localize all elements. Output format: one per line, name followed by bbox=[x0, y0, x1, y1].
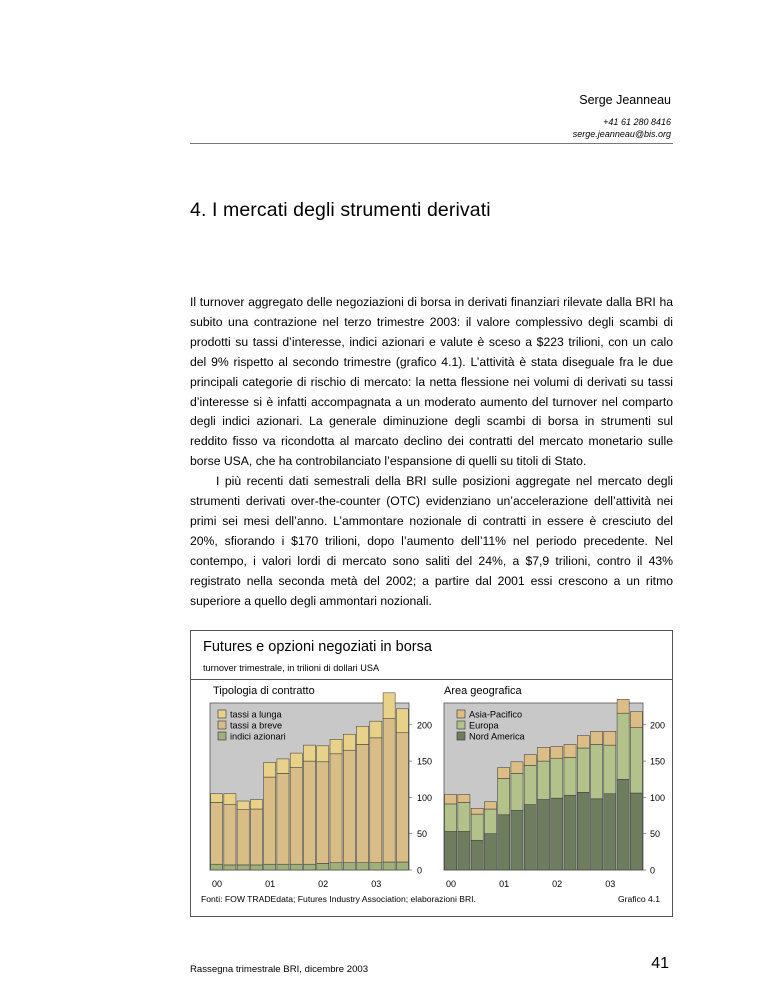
bar-tassi-a-lunga bbox=[250, 800, 262, 809]
bar-nord-america bbox=[484, 834, 496, 870]
bar-asia-pacifico bbox=[471, 808, 483, 814]
bar-europa bbox=[591, 744, 603, 798]
bar-tassi-a-breve bbox=[264, 777, 276, 864]
bar-tassi-a-lunga bbox=[277, 759, 289, 774]
legend-label: indici azionari bbox=[230, 731, 286, 742]
bar-asia-pacifico bbox=[498, 768, 510, 779]
bar-europa bbox=[551, 758, 563, 798]
bar-nord-america bbox=[471, 840, 483, 870]
bar-tassi-a-lunga bbox=[330, 739, 342, 754]
panel-title-right: Area geografica bbox=[444, 685, 522, 697]
panel-title-left: Tipologia di contratto bbox=[213, 685, 315, 697]
figure-title: Futures e opzioni negoziati in borsa bbox=[203, 639, 432, 655]
x-tick-label: 01 bbox=[265, 879, 276, 889]
figure-sources: Fonti: FOW TRADEdata; Futures Industry Association; elaborazioni BRI. bbox=[201, 894, 476, 904]
legend-swatch bbox=[218, 710, 226, 718]
bar-indici-azionari bbox=[250, 865, 262, 870]
bar-europa bbox=[524, 765, 536, 804]
legend-label: tassi a breve bbox=[230, 720, 283, 731]
bar-europa bbox=[617, 713, 629, 779]
bar-indici-azionari bbox=[237, 865, 249, 870]
bar-tassi-a-lunga bbox=[343, 734, 355, 750]
y-tick-label: 50 bbox=[650, 829, 661, 840]
bar-asia-pacifico bbox=[591, 731, 603, 744]
bar-asia-pacifico bbox=[617, 699, 629, 713]
bar-indici-azionari bbox=[211, 864, 223, 870]
bar-nord-america bbox=[498, 815, 510, 870]
bar-asia-pacifico bbox=[484, 802, 496, 809]
x-tick-label: 02 bbox=[552, 879, 563, 889]
bar-asia-pacifico bbox=[445, 794, 457, 803]
legend-label: Asia-Pacifico bbox=[469, 709, 523, 720]
bar-tassi-a-breve bbox=[370, 738, 382, 863]
bar-tassi-a-breve bbox=[303, 761, 315, 864]
bar-asia-pacifico bbox=[630, 712, 642, 728]
bar-tassi-a-breve bbox=[211, 802, 223, 864]
legend-label: Europa bbox=[469, 720, 499, 731]
legend-swatch bbox=[218, 732, 226, 740]
bar-nord-america bbox=[591, 799, 603, 870]
bar-indici-azionari bbox=[264, 864, 276, 870]
bar-asia-pacifico bbox=[537, 747, 549, 761]
bar-tassi-a-breve bbox=[250, 809, 262, 865]
bar-tassi-a-lunga bbox=[290, 753, 302, 768]
bar-europa bbox=[458, 802, 470, 831]
bar-indici-azionari bbox=[383, 862, 395, 870]
bar-tassi-a-breve bbox=[224, 805, 236, 865]
bar-tassi-a-lunga bbox=[396, 709, 408, 733]
bar-europa bbox=[484, 809, 496, 834]
bar-asia-pacifico bbox=[551, 747, 563, 759]
bar-europa bbox=[604, 745, 616, 794]
bar-europa bbox=[630, 728, 642, 793]
bar-tassi-a-breve bbox=[290, 768, 302, 865]
legend-label: tassi a lunga bbox=[230, 709, 282, 720]
charts-svg bbox=[191, 631, 672, 916]
x-tick-label: 03 bbox=[371, 879, 382, 889]
bar-tassi-a-breve bbox=[330, 754, 342, 863]
y-tick-label: 150 bbox=[417, 756, 433, 767]
bar-indici-azionari bbox=[357, 863, 369, 870]
bar-tassi-a-breve bbox=[277, 773, 289, 864]
x-tick-label: 00 bbox=[446, 879, 457, 889]
bar-tassi-a-breve bbox=[343, 750, 355, 863]
legend-swatch bbox=[457, 732, 465, 740]
y-tick-label: 0 bbox=[650, 865, 656, 876]
bar-europa bbox=[577, 748, 589, 792]
bar-indici-azionari bbox=[330, 863, 342, 870]
body-text bbox=[190, 293, 673, 612]
bar-indici-azionari bbox=[343, 863, 355, 870]
bar-tassi-a-lunga bbox=[383, 693, 395, 718]
legend-swatch bbox=[457, 721, 465, 729]
bar-indici-azionari bbox=[396, 862, 408, 870]
bar-europa bbox=[471, 814, 483, 840]
y-tick-label: 200 bbox=[650, 720, 666, 731]
bar-tassi-a-lunga bbox=[317, 746, 329, 762]
bar-europa bbox=[498, 779, 510, 815]
chapter-title: 4. I mercati degli strumenti derivati bbox=[190, 199, 491, 221]
author-phone: +41 61 280 8416 bbox=[603, 117, 671, 127]
bar-tassi-a-breve bbox=[317, 762, 329, 864]
bar-nord-america bbox=[577, 792, 589, 870]
bar-tassi-a-lunga bbox=[237, 801, 249, 810]
bar-asia-pacifico bbox=[577, 736, 589, 748]
x-tick-label: 01 bbox=[499, 879, 510, 889]
paragraph: Il turnover aggregato delle negoziazioni di borsa in derivati finanziari rilevate dalla BRI ha subito una contrazione nel terzo trimestre 2003: il valore complessivo degli scambi di prodotti su tassi d’interesse, indici azionari e valute è sceso a $223 trilioni, con un calo del 9% rispetto al secondo trimestre (grafico 4.1). L’attività è stata diseguale fra le due principali categorie di rischio di mercato: la netta flessione nei volumi di derivati su tassi d’interesse si è infatti accompagnata a un moderato aumento del turnover nel comparto degli indici azionari. La generale diminuzione degli scambi di borsa in strumenti sul reddito fisso va ricondotta al marcato declino dei contratti del mercato monetario sulle borse USA, che ha controbilanciato l’espansione di quelli su titoli di Stato. bbox=[190, 295, 673, 469]
figure-box bbox=[190, 630, 673, 917]
figure-label: Grafico 4.1 bbox=[617, 894, 660, 904]
bar-tassi-a-lunga bbox=[370, 721, 382, 738]
bar-nord-america bbox=[458, 832, 470, 870]
y-tick-label: 100 bbox=[417, 792, 433, 803]
bar-indici-azionari bbox=[277, 864, 289, 870]
y-tick-label: 200 bbox=[417, 720, 433, 731]
paragraph: I più recenti dati semestrali della BRI sulle posizioni aggregate nel mercato degli strumenti derivati over-the-counter (OTC) evidenziano un’accelerazione dell’attività nei primi sei mesi dell’anno. L’ammontare nozionale di contratti in essere è cresciuto del 20%, sfiorando i $170 trilioni, dopo l’aumento dell’11% nel periodo precedente. Nel contempo, i valori lordi di mercato sono saliti del 24%, a $7,9 trilioni, contro il 43% registrato nella seconda metà del 2002; a partire dal 2001 essi crescono a un ritmo superiore a quello degli ammontari nozionali. bbox=[190, 474, 673, 608]
header-rule bbox=[190, 143, 673, 144]
author-name: Serge Jeanneau bbox=[579, 93, 671, 107]
legend-label: Nord America bbox=[469, 731, 525, 742]
author-contact bbox=[573, 116, 671, 140]
bar-nord-america bbox=[445, 832, 457, 870]
bar-tassi-a-lunga bbox=[357, 726, 369, 744]
bar-asia-pacifico bbox=[458, 794, 470, 802]
bar-indici-azionari bbox=[290, 864, 302, 870]
bar-indici-azionari bbox=[224, 865, 236, 870]
y-tick-label: 0 bbox=[417, 865, 423, 876]
bar-nord-america bbox=[564, 795, 576, 870]
bar-indici-azionari bbox=[317, 863, 329, 870]
author-email: serge.jeanneau@bis.org bbox=[572, 129, 671, 139]
bar-indici-azionari bbox=[370, 863, 382, 870]
x-tick-label: 03 bbox=[605, 879, 616, 889]
y-tick-label: 150 bbox=[650, 756, 666, 767]
bar-asia-pacifico bbox=[564, 744, 576, 757]
bar-tassi-a-breve bbox=[357, 744, 369, 862]
bar-nord-america bbox=[524, 805, 536, 870]
bar-nord-america bbox=[630, 793, 642, 870]
bar-tassi-a-lunga bbox=[211, 794, 223, 803]
legend-swatch bbox=[218, 721, 226, 729]
bar-europa bbox=[511, 773, 523, 810]
page-number: 41 bbox=[651, 955, 669, 972]
bar-tassi-a-lunga bbox=[224, 794, 236, 805]
bar-tassi-a-lunga bbox=[264, 763, 276, 778]
bar-europa bbox=[564, 757, 576, 795]
y-tick-label: 100 bbox=[650, 792, 666, 803]
bar-tassi-a-breve bbox=[237, 810, 249, 865]
bar-europa bbox=[537, 761, 549, 799]
x-tick-label: 00 bbox=[212, 879, 223, 889]
bar-nord-america bbox=[537, 800, 549, 870]
bar-asia-pacifico bbox=[511, 762, 523, 774]
bar-nord-america bbox=[617, 779, 629, 870]
bar-asia-pacifico bbox=[524, 755, 536, 766]
bar-europa bbox=[445, 804, 457, 832]
bar-tassi-a-lunga bbox=[303, 745, 315, 761]
x-tick-label: 02 bbox=[318, 879, 329, 889]
bar-tassi-a-breve bbox=[383, 718, 395, 862]
bar-asia-pacifico bbox=[604, 731, 616, 745]
footer-publication: Rassegna trimestrale BRI, dicembre 2003 bbox=[190, 964, 369, 975]
legend-swatch bbox=[457, 710, 465, 718]
bar-indici-azionari bbox=[303, 864, 315, 870]
bar-nord-america bbox=[511, 810, 523, 870]
y-tick-label: 50 bbox=[417, 829, 428, 840]
bar-tassi-a-breve bbox=[396, 733, 408, 862]
bar-nord-america bbox=[551, 798, 563, 870]
bar-nord-america bbox=[604, 794, 616, 870]
figure-subtitle: turnover trimestrale, in trilioni di dollari USA bbox=[203, 663, 380, 673]
